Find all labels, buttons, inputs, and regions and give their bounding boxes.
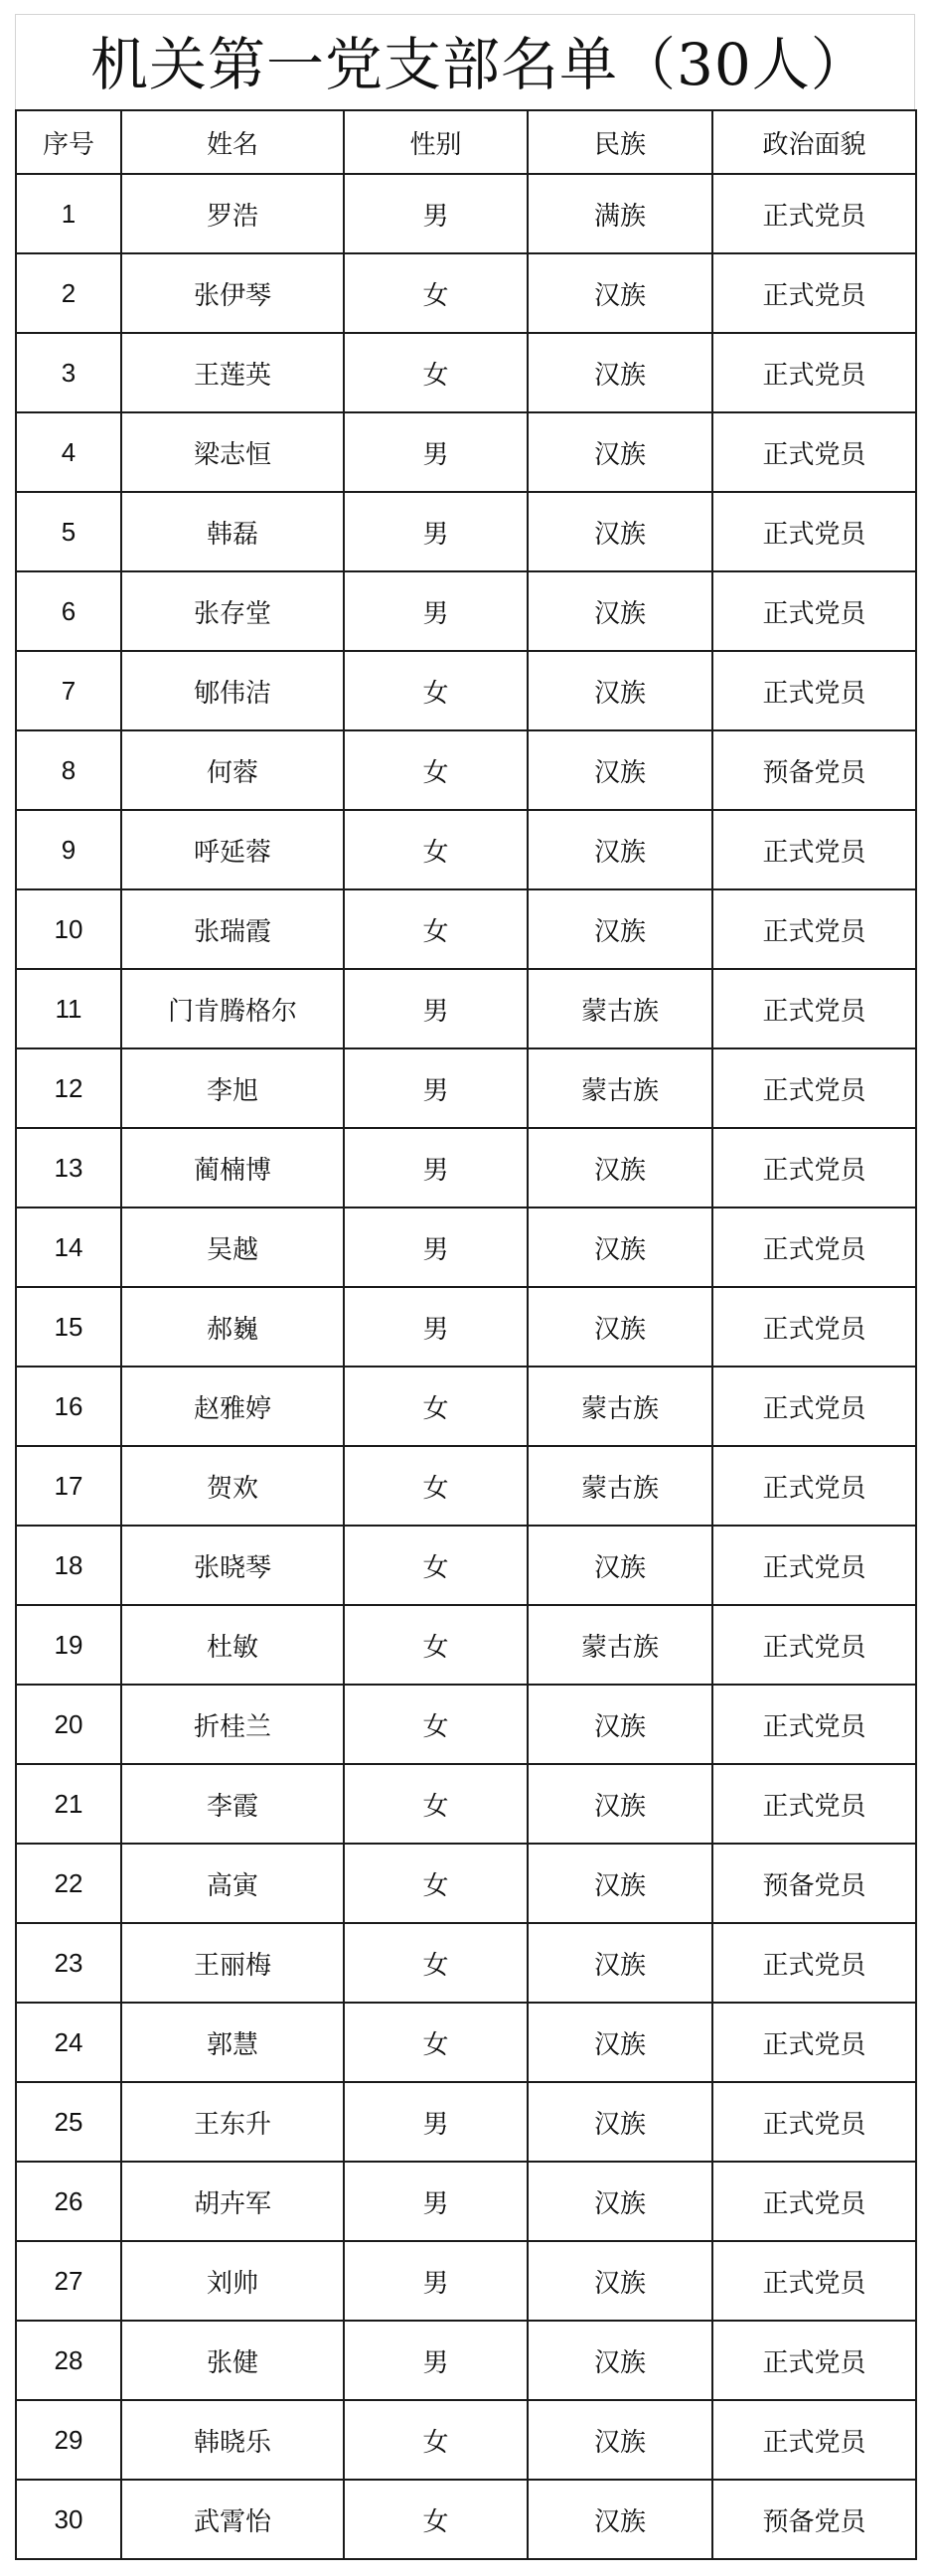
column-header-number: 序号 [16, 110, 121, 174]
cell-number: 13 [16, 1128, 121, 1208]
cell-name: 张瑞霞 [121, 889, 344, 969]
cell-ethnicity: 汉族 [528, 889, 712, 969]
cell-political-status: 正式党员 [712, 1764, 916, 1844]
cell-name: 郝巍 [121, 1287, 344, 1367]
cell-number: 4 [16, 412, 121, 492]
cell-gender: 女 [344, 333, 528, 412]
table-row [16, 333, 916, 412]
table-row [16, 1446, 916, 1526]
cell-name: 武霄怡 [121, 2480, 344, 2559]
cell-name: 门肯腾格尔 [121, 969, 344, 1048]
cell-number: 12 [16, 1048, 121, 1128]
cell-ethnicity: 蒙古族 [528, 1605, 712, 1685]
cell-gender: 女 [344, 1685, 528, 1764]
cell-ethnicity: 满族 [528, 174, 712, 253]
cell-political-status: 正式党员 [712, 571, 916, 651]
cell-ethnicity: 汉族 [528, 1923, 712, 2003]
table-row [16, 1764, 916, 1844]
table-row [16, 889, 916, 969]
cell-gender: 男 [344, 1287, 528, 1367]
cell-political-status: 正式党员 [712, 492, 916, 571]
cell-name: 贺欢 [121, 1446, 344, 1526]
cell-number: 25 [16, 2082, 121, 2162]
cell-gender: 女 [344, 730, 528, 810]
cell-name: 赵雅婷 [121, 1367, 344, 1446]
cell-ethnicity: 汉族 [528, 1764, 712, 1844]
cell-political-status: 正式党员 [712, 889, 916, 969]
cell-gender: 男 [344, 571, 528, 651]
cell-name: 张晓琴 [121, 1526, 344, 1605]
cell-name: 折桂兰 [121, 1685, 344, 1764]
cell-gender: 男 [344, 2321, 528, 2400]
cell-ethnicity: 汉族 [528, 1685, 712, 1764]
cell-name: 梁志恒 [121, 412, 344, 492]
cell-ethnicity: 汉族 [528, 333, 712, 412]
cell-number: 9 [16, 810, 121, 889]
cell-number: 22 [16, 1844, 121, 1923]
table-body [16, 174, 916, 2559]
table-row [16, 730, 916, 810]
cell-ethnicity: 汉族 [528, 492, 712, 571]
table-row [16, 1844, 916, 1923]
table-row [16, 1287, 916, 1367]
cell-political-status: 正式党员 [712, 651, 916, 730]
table-row [16, 1923, 916, 2003]
table-row [16, 1605, 916, 1685]
cell-gender: 女 [344, 2480, 528, 2559]
cell-political-status: 正式党员 [712, 1367, 916, 1446]
cell-number: 26 [16, 2162, 121, 2241]
cell-name: 张健 [121, 2321, 344, 2400]
cell-political-status: 正式党员 [712, 2162, 916, 2241]
cell-number: 29 [16, 2400, 121, 2480]
cell-gender: 女 [344, 651, 528, 730]
cell-gender: 女 [344, 1526, 528, 1605]
cell-ethnicity: 汉族 [528, 2241, 712, 2321]
table-row [16, 2321, 916, 2400]
table-row [16, 1685, 916, 1764]
table-row [16, 571, 916, 651]
cell-ethnicity: 汉族 [528, 1844, 712, 1923]
table-row [16, 2162, 916, 2241]
cell-number: 28 [16, 2321, 121, 2400]
cell-political-status: 正式党员 [712, 2003, 916, 2082]
cell-name: 罗浩 [121, 174, 344, 253]
cell-political-status: 正式党员 [712, 2241, 916, 2321]
cell-ethnicity: 蒙古族 [528, 1367, 712, 1446]
cell-number: 17 [16, 1446, 121, 1526]
table-row [16, 810, 916, 889]
cell-number: 20 [16, 1685, 121, 1764]
column-header-gender: 性别 [344, 110, 528, 174]
cell-political-status: 正式党员 [712, 2082, 916, 2162]
cell-number: 2 [16, 253, 121, 333]
cell-name: 胡卉军 [121, 2162, 344, 2241]
cell-gender: 男 [344, 2162, 528, 2241]
cell-ethnicity: 汉族 [528, 2321, 712, 2400]
cell-ethnicity: 汉族 [528, 1287, 712, 1367]
cell-ethnicity: 汉族 [528, 253, 712, 333]
member-table [15, 109, 917, 2560]
table-row [16, 651, 916, 730]
cell-name: 王丽梅 [121, 1923, 344, 2003]
cell-name: 郇伟洁 [121, 651, 344, 730]
table-row [16, 1048, 916, 1128]
cell-name: 李旭 [121, 1048, 344, 1128]
cell-name: 杜敏 [121, 1605, 344, 1685]
cell-political-status: 正式党员 [712, 1685, 916, 1764]
cell-gender: 男 [344, 174, 528, 253]
cell-number: 21 [16, 1764, 121, 1844]
column-header-political-status: 政治面貌 [712, 110, 916, 174]
cell-name: 韩晓乐 [121, 2400, 344, 2480]
cell-name: 吴越 [121, 1208, 344, 1287]
column-header-ethnicity: 民族 [528, 110, 712, 174]
cell-ethnicity: 蒙古族 [528, 969, 712, 1048]
cell-name: 何蓉 [121, 730, 344, 810]
table-row [16, 174, 916, 253]
cell-gender: 男 [344, 2241, 528, 2321]
page-title: 机关第一党支部名单（30人） [90, 31, 869, 98]
cell-political-status: 正式党员 [712, 1048, 916, 1128]
cell-name: 郭慧 [121, 2003, 344, 2082]
cell-gender: 男 [344, 969, 528, 1048]
column-header-name: 姓名 [121, 110, 344, 174]
table-row [16, 2400, 916, 2480]
cell-gender: 男 [344, 1208, 528, 1287]
cell-gender: 女 [344, 1446, 528, 1526]
cell-name: 李霞 [121, 1764, 344, 1844]
cell-number: 27 [16, 2241, 121, 2321]
cell-political-status: 正式党员 [712, 2321, 916, 2400]
cell-number: 23 [16, 1923, 121, 2003]
table-row [16, 2082, 916, 2162]
cell-ethnicity: 蒙古族 [528, 1048, 712, 1128]
cell-gender: 女 [344, 810, 528, 889]
cell-gender: 女 [344, 1923, 528, 2003]
cell-ethnicity: 汉族 [528, 810, 712, 889]
cell-political-status: 预备党员 [712, 1844, 916, 1923]
table-row [16, 1208, 916, 1287]
cell-political-status: 正式党员 [712, 1446, 916, 1526]
cell-number: 30 [16, 2480, 121, 2559]
cell-political-status: 正式党员 [712, 810, 916, 889]
cell-political-status: 正式党员 [712, 1923, 916, 2003]
cell-gender: 女 [344, 253, 528, 333]
cell-ethnicity: 汉族 [528, 1208, 712, 1287]
cell-gender: 男 [344, 412, 528, 492]
cell-number: 14 [16, 1208, 121, 1287]
cell-political-status: 预备党员 [712, 2480, 916, 2559]
cell-ethnicity: 汉族 [528, 2082, 712, 2162]
cell-number: 7 [16, 651, 121, 730]
cell-number: 11 [16, 969, 121, 1048]
cell-name: 张伊琴 [121, 253, 344, 333]
cell-name: 韩磊 [121, 492, 344, 571]
cell-gender: 男 [344, 2082, 528, 2162]
cell-political-status: 正式党员 [712, 969, 916, 1048]
cell-number: 18 [16, 1526, 121, 1605]
table-row [16, 492, 916, 571]
cell-number: 10 [16, 889, 121, 969]
cell-gender: 女 [344, 889, 528, 969]
table-row [16, 2480, 916, 2559]
cell-political-status: 预备党员 [712, 730, 916, 810]
cell-political-status: 正式党员 [712, 253, 916, 333]
cell-political-status: 正式党员 [712, 1526, 916, 1605]
cell-number: 16 [16, 1367, 121, 1446]
cell-ethnicity: 汉族 [528, 2162, 712, 2241]
cell-political-status: 正式党员 [712, 412, 916, 492]
cell-political-status: 正式党员 [712, 2400, 916, 2480]
cell-number: 6 [16, 571, 121, 651]
cell-gender: 女 [344, 1605, 528, 1685]
cell-political-status: 正式党员 [712, 1605, 916, 1685]
table-row [16, 1128, 916, 1208]
cell-gender: 男 [344, 492, 528, 571]
cell-ethnicity: 汉族 [528, 1526, 712, 1605]
table-row [16, 2003, 916, 2082]
cell-gender: 女 [344, 2003, 528, 2082]
cell-ethnicity: 汉族 [528, 1128, 712, 1208]
cell-name: 蔺楠博 [121, 1128, 344, 1208]
cell-name: 张存堂 [121, 571, 344, 651]
cell-gender: 女 [344, 1764, 528, 1844]
cell-name: 王莲英 [121, 333, 344, 412]
cell-number: 15 [16, 1287, 121, 1367]
cell-political-status: 正式党员 [712, 1287, 916, 1367]
table-row [16, 412, 916, 492]
cell-name: 呼延蓉 [121, 810, 344, 889]
cell-gender: 女 [344, 1367, 528, 1446]
cell-ethnicity: 汉族 [528, 730, 712, 810]
cell-gender: 男 [344, 1048, 528, 1128]
cell-ethnicity: 汉族 [528, 571, 712, 651]
cell-political-status: 正式党员 [712, 1128, 916, 1208]
cell-ethnicity: 汉族 [528, 2003, 712, 2082]
cell-gender: 男 [344, 1128, 528, 1208]
cell-name: 高寅 [121, 1844, 344, 1923]
table-row [16, 969, 916, 1048]
cell-number: 24 [16, 2003, 121, 2082]
title-row [15, 14, 915, 109]
table-row [16, 1526, 916, 1605]
cell-political-status: 正式党员 [712, 333, 916, 412]
cell-ethnicity: 汉族 [528, 2400, 712, 2480]
table-row [16, 1367, 916, 1446]
table-row [16, 253, 916, 333]
cell-number: 8 [16, 730, 121, 810]
cell-political-status: 正式党员 [712, 1208, 916, 1287]
cell-number: 1 [16, 174, 121, 253]
cell-name: 刘帅 [121, 2241, 344, 2321]
cell-ethnicity: 汉族 [528, 412, 712, 492]
cell-ethnicity: 蒙古族 [528, 1446, 712, 1526]
cell-number: 19 [16, 1605, 121, 1685]
table-row [16, 2241, 916, 2321]
cell-gender: 女 [344, 1844, 528, 1923]
cell-ethnicity: 汉族 [528, 651, 712, 730]
cell-number: 5 [16, 492, 121, 571]
header-row [16, 110, 916, 174]
cell-name: 王东升 [121, 2082, 344, 2162]
cell-political-status: 正式党员 [712, 174, 916, 253]
cell-gender: 女 [344, 2400, 528, 2480]
cell-ethnicity: 汉族 [528, 2480, 712, 2559]
cell-number: 3 [16, 333, 121, 412]
